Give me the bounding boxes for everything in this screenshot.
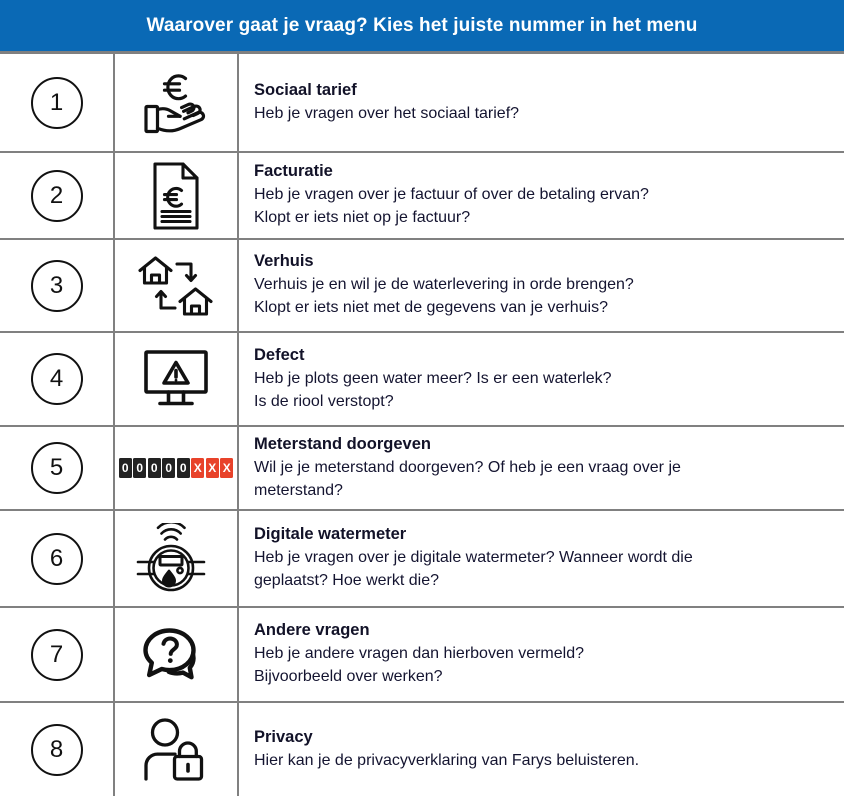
menu-text-cell-6 xyxy=(239,511,844,606)
menu-number-cell-7 xyxy=(0,608,115,701)
card-header xyxy=(0,0,844,51)
menu-title-3: Verhuis xyxy=(254,252,314,271)
menu-number-8: 8 xyxy=(31,724,83,776)
menu-desc-6-line-2: geplaatst? Hoe werkt die? xyxy=(254,572,439,590)
menu-row-1[interactable] xyxy=(0,54,844,153)
menu-text-cell-3 xyxy=(239,240,844,331)
odometer-digit: 0 xyxy=(133,458,146,478)
menu-text-cell-8 xyxy=(239,703,844,796)
menu-title-6: Digitale watermeter xyxy=(254,525,407,544)
menu-row-2[interactable] xyxy=(0,153,844,240)
person-with-lock-icon xyxy=(141,717,211,783)
menu-number-cell-8 xyxy=(0,703,115,796)
speech-bubbles-question-icon xyxy=(139,622,213,688)
menu-row-6[interactable] xyxy=(0,511,844,608)
menu-number-cell-5 xyxy=(0,427,115,509)
menu-text-cell-5 xyxy=(239,427,844,509)
menu-desc-2-line-2: Klopt er iets niet op je factuur? xyxy=(254,209,471,227)
menu-desc-5-line-2: meterstand? xyxy=(254,481,343,499)
menu-icon-cell-4 xyxy=(115,333,239,425)
menu-row-3[interactable] xyxy=(0,240,844,333)
menu-desc-4-line-2: Is de riool verstopt? xyxy=(254,392,394,410)
menu-icon-cell-3 xyxy=(115,240,239,331)
menu-icon-cell-2 xyxy=(115,153,239,238)
menu-icon-cell-7 xyxy=(115,608,239,701)
menu-desc-3-line-1: Verhuis je en wil je de waterlevering in orde brengen? xyxy=(254,276,634,294)
menu-desc-6-line-1: Heb je vragen over je digitale watermeter? Wanneer wordt die xyxy=(254,549,693,567)
menu-title-4: Defect xyxy=(254,345,305,364)
odometer-digit: X xyxy=(191,458,204,478)
menu-row-5[interactable] xyxy=(0,427,844,511)
menu-desc-5-line-1: Wil je je meterstand doorgeven? Of heb je een vraag over je xyxy=(254,458,681,476)
menu-row-8[interactable] xyxy=(0,703,844,796)
menu-icon-cell-5 xyxy=(115,427,239,509)
menu-text-cell-7 xyxy=(239,608,844,701)
menu-number-6: 6 xyxy=(31,533,83,585)
header-title: Waarover gaat je vraag? Kies het juiste nummer in het menu xyxy=(146,15,698,36)
two-houses-moving-arrows-icon xyxy=(136,254,216,318)
menu-desc-4-line-1: Heb je plots geen water meer? Is er een waterlek? xyxy=(254,369,612,387)
menu-number-cell-3 xyxy=(0,240,115,331)
menu-number-cell-6 xyxy=(0,511,115,606)
menu-number-3: 3 xyxy=(31,260,83,312)
menu-number-2: 2 xyxy=(31,170,83,222)
menu-desc-3-line-2: Klopt er iets niet met de gegevens van je verhuis? xyxy=(254,299,608,317)
menu-desc-7-line-1: Heb je andere vragen dan hierboven vermeld? xyxy=(254,645,584,663)
odometer-digit: 0 xyxy=(119,458,132,478)
menu-desc-1-line-1: Heb je vragen over het sociaal tarief? xyxy=(254,104,520,122)
menu-desc-7-line-2: Bijvoorbeeld over werken? xyxy=(254,668,443,686)
menu-text-cell-1 xyxy=(239,54,844,151)
menu-number-cell-2 xyxy=(0,153,115,238)
odometer-digit: X xyxy=(220,458,233,478)
menu-row-7[interactable] xyxy=(0,608,844,703)
monitor-warning-triangle-icon xyxy=(140,348,212,410)
invoice-euro-document-icon xyxy=(145,160,207,232)
hand-with-euro-icon xyxy=(135,68,217,138)
menu-title-5: Meterstand doorgeven xyxy=(254,434,431,453)
odometer-digit: 0 xyxy=(148,458,161,478)
odometer-meter-reading-icon xyxy=(119,458,234,478)
menu-desc-2-line-1: Heb je vragen over je factuur of over de betaling ervan? xyxy=(254,186,649,204)
menu-text-cell-2 xyxy=(239,153,844,238)
odometer-digit: X xyxy=(206,458,219,478)
menu-number-cell-1 xyxy=(0,54,115,151)
menu-icon-cell-6 xyxy=(115,511,239,606)
menu-number-1: 1 xyxy=(31,77,83,129)
menu-number-5: 5 xyxy=(31,442,83,494)
menu-title-1: Sociaal tarief xyxy=(254,80,357,99)
menu-row-4[interactable] xyxy=(0,333,844,427)
menu-icon-cell-1 xyxy=(115,54,239,151)
menu-title-7: Andere vragen xyxy=(254,621,370,640)
digital-water-meter-wifi-icon xyxy=(136,523,216,595)
menu-number-4: 4 xyxy=(31,353,83,405)
menu-desc-8-line-1: Hier kan je de privacyverklaring van Farys beluisteren. xyxy=(254,751,640,769)
menu-text-cell-4 xyxy=(239,333,844,425)
menu-icon-cell-8 xyxy=(115,703,239,796)
odometer-digit: 0 xyxy=(177,458,190,478)
menu-number-7: 7 xyxy=(31,629,83,681)
odometer-digit: 0 xyxy=(162,458,175,478)
menu-number-cell-4 xyxy=(0,333,115,425)
menu-title-2: Facturatie xyxy=(254,162,333,181)
menu-rows xyxy=(0,51,844,796)
menu-title-8: Privacy xyxy=(254,727,313,746)
